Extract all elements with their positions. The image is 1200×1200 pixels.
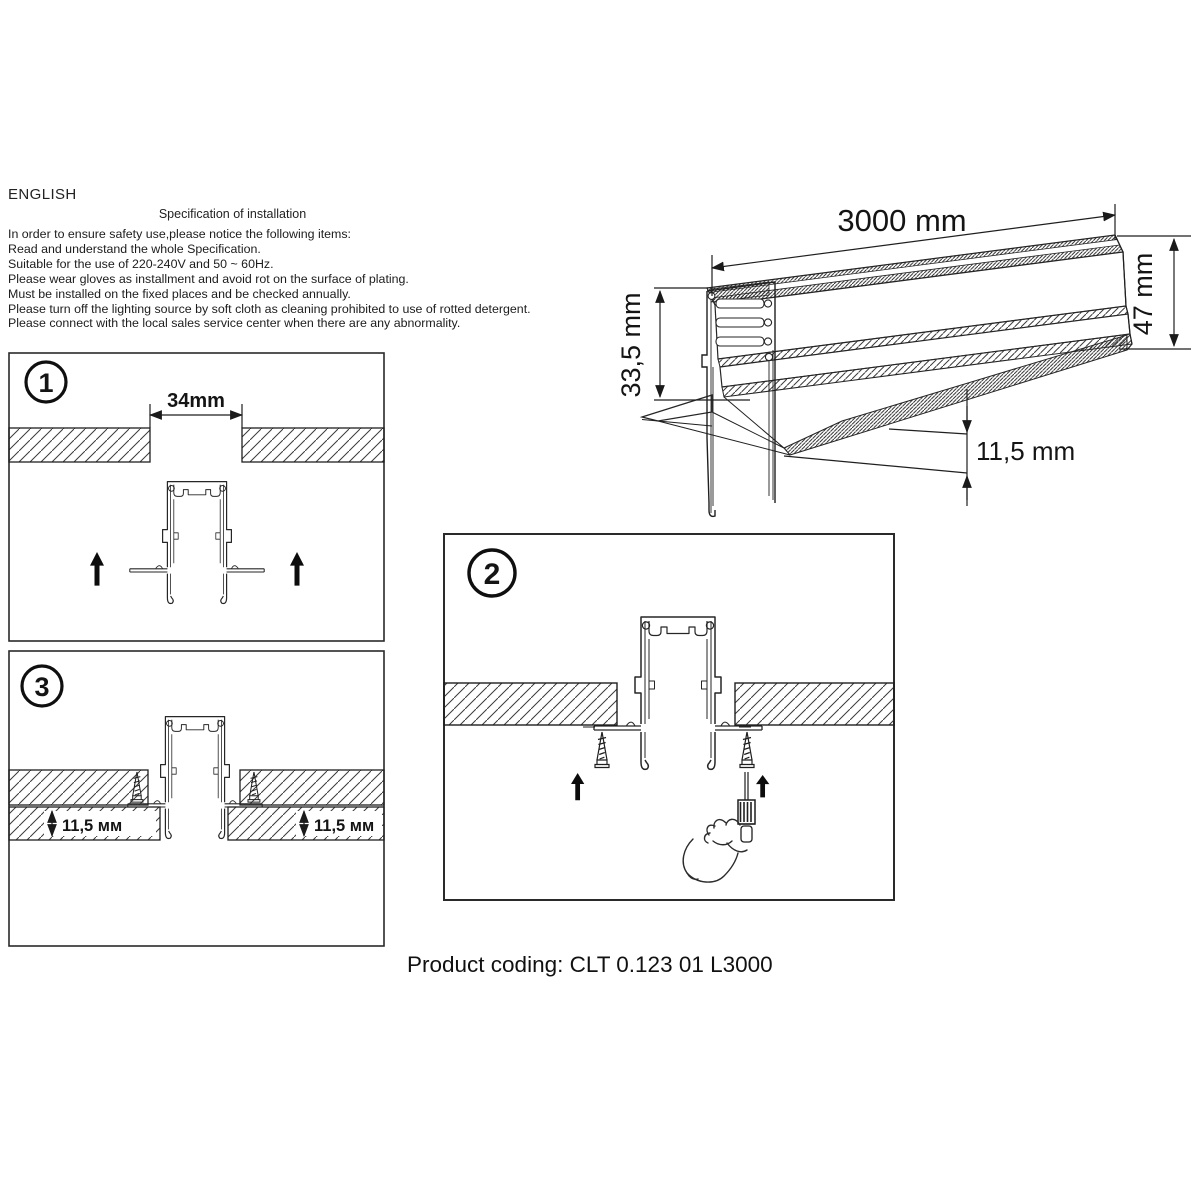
step3-panel	[8, 650, 385, 947]
instruction-line: Please turn off the lighting source by soft cloth as cleaning prohibited to use of rotted detergent.	[8, 301, 531, 316]
board-thickness-right: 11,5 мм	[314, 817, 375, 835]
frame-hatch-right	[240, 770, 384, 805]
instruction-line: Please connect with the local sales service center when there are any abnormality.	[8, 316, 461, 331]
instruction-line: Read and understand the whole Specification.	[8, 241, 261, 256]
language-heading: ENGLISH	[8, 186, 77, 203]
instruction-line: Please wear gloves as installment and avoid rot on the surface of plating.	[8, 271, 409, 286]
dim-length-label: 3000 mm	[837, 203, 967, 238]
dim-flange-depth-label: 11,5 mm	[976, 436, 1076, 466]
instruction-list	[8, 227, 531, 331]
step1-number: 1	[38, 368, 54, 398]
instruction-line: In order to ensure safety use,please notice the following items:	[8, 227, 351, 241]
spec-title: Specification of installation	[158, 207, 307, 221]
dim-recess-height-label: 33,5 mm	[616, 292, 646, 398]
step2-panel	[443, 533, 895, 901]
step1-panel	[8, 352, 385, 642]
ceiling-hatch-right	[735, 683, 894, 725]
instruction-line: Must be installed on the fixed places and be checked annually.	[8, 286, 351, 301]
ceiling-hatch-left	[444, 683, 617, 725]
ceiling-hatch-right	[242, 428, 384, 462]
cutout-width-label: 34mm	[167, 390, 225, 412]
step3-number: 3	[34, 672, 50, 702]
dim-total-height-label: 47 mm	[1128, 252, 1158, 336]
step2-number: 2	[483, 558, 501, 591]
frame-hatch-left	[9, 770, 148, 805]
instruction-line: Suitable for the use of 220-240V and 50 ~ 60Hz.	[8, 256, 274, 271]
ceiling-hatch-left	[9, 428, 150, 462]
product-coding: Product coding: CLT 0.123 01 L3000	[407, 952, 773, 977]
board-thickness-left: 11,5 мм	[62, 817, 123, 835]
profile-3d-drawing	[618, 158, 1200, 530]
